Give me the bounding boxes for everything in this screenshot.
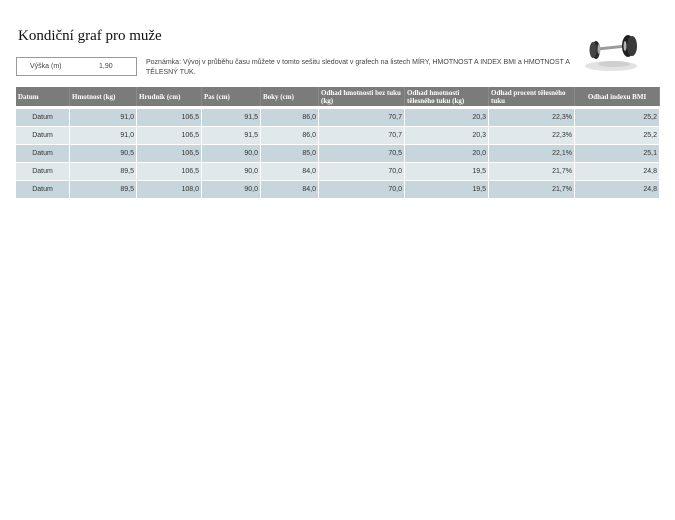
cell-lean-mass: 70,7 — [319, 108, 405, 126]
header-fat-percent: Odhad procent tělesného tuku — [489, 87, 575, 106]
cell-weight[interactable]: 91,0 — [70, 108, 137, 126]
cell-waist[interactable]: 91,5 — [202, 126, 261, 144]
cell-fat-percent: 22,3% — [489, 108, 575, 126]
cell-lean-mass: 70,0 — [319, 162, 405, 180]
cell-bmi: 24,8 — [575, 162, 660, 180]
height-input-box[interactable] — [16, 57, 137, 76]
cell-chest[interactable]: 106,5 — [137, 144, 202, 162]
cell-fat-mass: 19,5 — [405, 180, 489, 198]
cell-fat-mass: 20,0 — [405, 144, 489, 162]
table-row — [16, 108, 660, 126]
table-row — [16, 144, 660, 162]
cell-lean-mass: 70,0 — [319, 180, 405, 198]
cell-fat-percent: 22,1% — [489, 144, 575, 162]
dumbbell-icon — [580, 28, 642, 74]
cell-bmi: 25,2 — [575, 108, 660, 126]
cell-fat-percent: 21,7% — [489, 180, 575, 198]
header-date: Datum — [16, 87, 70, 106]
cell-bmi: 25,1 — [575, 144, 660, 162]
header-hips: Boky (cm) — [261, 87, 319, 106]
cell-weight[interactable]: 89,5 — [70, 162, 137, 180]
cell-hips[interactable]: 84,0 — [261, 180, 319, 198]
header-weight: Hmotnost (kg) — [70, 87, 137, 106]
header-chest: Hrudník (cm) — [137, 87, 202, 106]
height-value[interactable]: 1,90 — [99, 63, 113, 70]
height-label: Výška (m) — [30, 63, 62, 70]
header-fat-mass: Odhad hmotnosti tělesného tuku (kg) — [405, 87, 489, 106]
table-row — [16, 180, 660, 198]
cell-date[interactable]: Datum — [16, 180, 70, 198]
table-row — [16, 162, 660, 180]
cell-bmi: 24,8 — [575, 180, 660, 198]
fitness-table — [16, 87, 660, 198]
note-text: Poznámka: Vývoj v průběhu času můžete v tomto sešitu sledovat v grafech na listech MÍRY, HMOTNOST A INDEX BMI a HMOTNOST A TĚLESNÝ TUK. — [146, 59, 570, 76]
cell-fat-percent: 22,3% — [489, 126, 575, 144]
cell-lean-mass: 70,5 — [319, 144, 405, 162]
cell-fat-mass: 19,5 — [405, 162, 489, 180]
header-bmi: Odhad indexu BMI — [575, 87, 660, 106]
cell-weight[interactable]: 91,0 — [70, 126, 137, 144]
cell-bmi: 25,2 — [575, 126, 660, 144]
table-row — [16, 126, 660, 144]
cell-hips[interactable]: 85,0 — [261, 144, 319, 162]
cell-waist[interactable]: 90,0 — [202, 180, 261, 198]
cell-chest[interactable]: 108,0 — [137, 180, 202, 198]
cell-waist[interactable]: 90,0 — [202, 144, 261, 162]
cell-fat-mass: 20,3 — [405, 126, 489, 144]
cell-chest[interactable]: 106,5 — [137, 126, 202, 144]
cell-fat-mass: 20,3 — [405, 108, 489, 126]
cell-hips[interactable]: 86,0 — [261, 126, 319, 144]
cell-date[interactable]: Datum — [16, 162, 70, 180]
cell-date[interactable]: Datum — [16, 108, 70, 126]
cell-lean-mass: 70,7 — [319, 126, 405, 144]
cell-hips[interactable]: 86,0 — [261, 108, 319, 126]
table-header-row — [16, 87, 660, 106]
cell-date[interactable]: Datum — [16, 126, 70, 144]
cell-waist[interactable]: 90,0 — [202, 162, 261, 180]
cell-weight[interactable]: 89,5 — [70, 180, 137, 198]
header-lean-mass: Odhad hmotnosti bez tuku (kg) — [319, 87, 405, 106]
header-waist: Pas (cm) — [202, 87, 261, 106]
cell-chest[interactable]: 106,5 — [137, 108, 202, 126]
cell-date[interactable]: Datum — [16, 144, 70, 162]
cell-weight[interactable]: 90,5 — [70, 144, 137, 162]
cell-fat-percent: 21,7% — [489, 162, 575, 180]
page-title: Kondiční graf pro muže — [18, 28, 162, 44]
cell-hips[interactable]: 84,0 — [261, 162, 319, 180]
cell-waist[interactable]: 91,5 — [202, 108, 261, 126]
cell-chest[interactable]: 106,5 — [137, 162, 202, 180]
